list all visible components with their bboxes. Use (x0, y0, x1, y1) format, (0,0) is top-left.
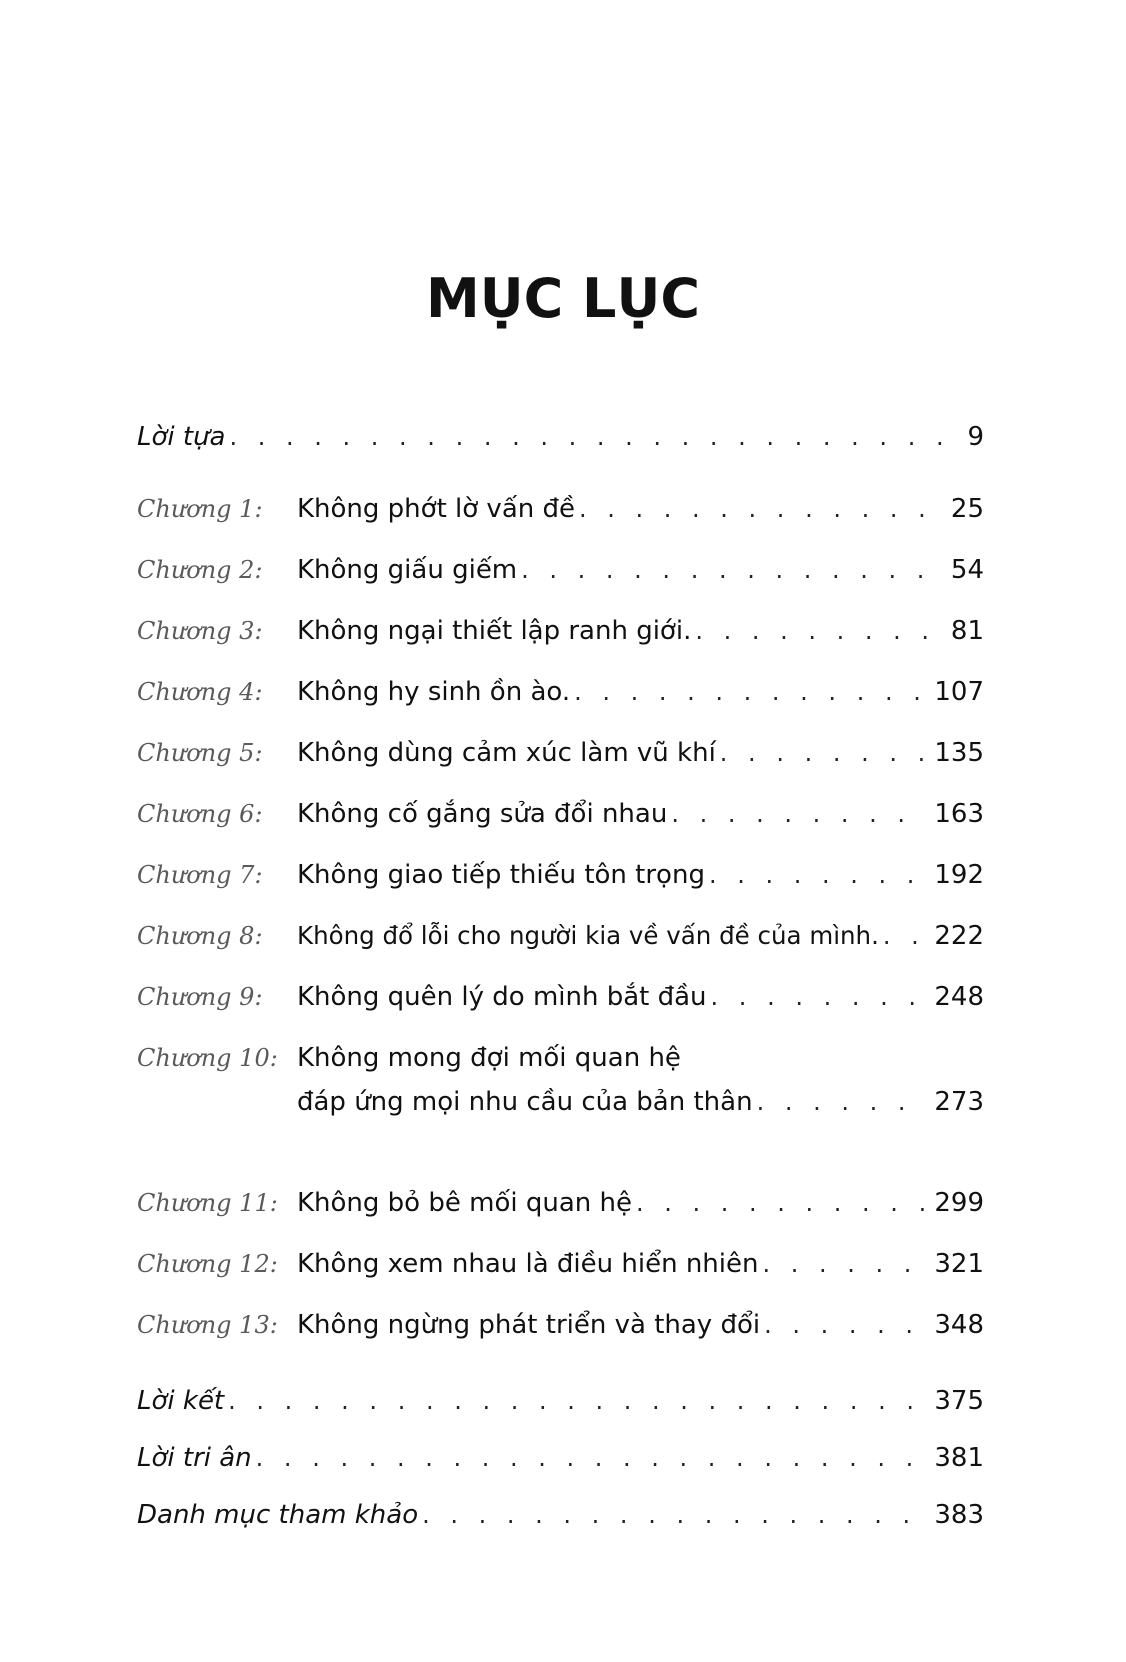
toc-entry-title: Không ngừng phát triển và thay đổi (297, 1310, 761, 1340)
toc-page-number: 248 (934, 982, 984, 1012)
toc-entry-references[interactable] (137, 1495, 984, 1535)
dot-leader (711, 977, 929, 1017)
toc-entry-title: Không ngại thiết lập ranh giới. (297, 616, 692, 646)
toc-page-number: 321 (934, 1249, 984, 1279)
chapter-label: Chương 5: (137, 739, 263, 767)
toc-page-number: 375 (934, 1386, 984, 1416)
toc-entry-afterword[interactable] (137, 1381, 984, 1421)
chapter-label: Chương 9: (137, 983, 263, 1011)
toc-entry-chapter-3[interactable] (137, 611, 984, 651)
toc-entry-title: Không giấu giếm (297, 555, 518, 585)
toc-entry-title-line-1: Không mong đợi mối quan hệ (297, 1043, 681, 1073)
toc-entry-preface[interactable] (137, 417, 984, 457)
toc-entry-chapter-6[interactable] (137, 794, 984, 834)
chapter-label: Chương 10: (137, 1044, 278, 1072)
toc-page-number: 135 (934, 738, 984, 768)
toc-entry-title: Không dùng cảm xúc làm vũ khí (297, 738, 716, 768)
toc-entry-title: Danh mục tham khảo (137, 1500, 419, 1530)
chapter-label: Chương 7: (137, 861, 263, 889)
toc-page-number: 192 (934, 860, 984, 890)
toc-entry-chapter-12[interactable] (137, 1244, 984, 1284)
dot-leader (521, 550, 945, 590)
dot-leader (579, 489, 945, 529)
dot-leader (709, 855, 928, 895)
toc-entry-chapter-10[interactable] (137, 1038, 984, 1126)
dot-leader (757, 1082, 929, 1122)
dot-leader (228, 1381, 928, 1421)
toc-entry-title: Không cố gắng sửa đổi nhau (297, 799, 668, 829)
toc-entry-chapter-2[interactable] (137, 550, 984, 590)
chapter-label: Chương 8: (137, 922, 263, 950)
toc-page-number: 381 (934, 1443, 984, 1473)
dot-leader (671, 794, 928, 834)
chapter-label: Chương 6: (137, 800, 263, 828)
chapter-label: Chương 1: (137, 495, 263, 523)
toc-entry-chapter-4[interactable] (137, 672, 984, 712)
dot-leader (574, 672, 928, 712)
toc-entry-chapter-1[interactable] (137, 489, 984, 529)
dot-leader (883, 916, 929, 956)
dot-leader (695, 611, 945, 651)
chapter-label: Chương 13: (137, 1311, 278, 1339)
toc-page-number: 81 (950, 616, 984, 646)
toc-entry-title-line-2: đáp ứng mọi nhu cầu của bản thân (297, 1087, 753, 1117)
toc-entry-chapter-7[interactable] (137, 855, 984, 895)
toc-page-number: 273 (934, 1087, 984, 1117)
dot-leader (256, 1438, 929, 1478)
chapter-label: Chương 12: (137, 1250, 278, 1278)
page-title: MỤC LỤC (426, 267, 700, 330)
toc-page-number: 107 (934, 677, 984, 707)
toc-page-number: 163 (934, 799, 984, 829)
toc-entry-title: Lời tri ân (137, 1443, 252, 1473)
toc-entry-acknowledgements[interactable] (137, 1438, 984, 1478)
dot-leader (720, 733, 929, 773)
dot-leader (230, 417, 962, 457)
toc-entry-chapter-8[interactable] (137, 916, 984, 956)
toc-page-number: 25 (950, 494, 984, 524)
dot-leader (764, 1305, 928, 1345)
chapter-label: Chương 11: (137, 1189, 278, 1217)
toc-entry-title: Lời kết (137, 1386, 225, 1416)
chapter-label: Chương 4: (137, 678, 263, 706)
dot-leader (636, 1183, 928, 1223)
toc-entry-chapter-11[interactable] (137, 1183, 984, 1223)
dot-leader (422, 1495, 928, 1535)
toc-entry-title: Không quên lý do mình bắt đầu (297, 982, 707, 1012)
toc-page-number: 348 (934, 1310, 984, 1340)
chapter-label: Chương 2: (137, 556, 263, 584)
toc-entry-chapter-13[interactable] (137, 1305, 984, 1345)
toc-page-number: 299 (934, 1188, 984, 1218)
toc-entry-title: Không phớt lờ vấn đề (297, 494, 575, 524)
toc-page-number: 9 (967, 422, 984, 452)
toc-entry-title: Lời tựa (137, 422, 226, 452)
toc-entry-title: Không đổ lỗi cho người kia về vấn đề của mình. (297, 921, 879, 950)
toc-entry-title: Không hy sinh ồn ào. (297, 677, 571, 707)
toc-entry-chapter-9[interactable] (137, 977, 984, 1017)
toc-page-number: 383 (934, 1500, 984, 1530)
toc-entry-title: Không giao tiếp thiếu tôn trọng (297, 860, 705, 890)
dot-leader (762, 1244, 928, 1284)
toc-page-number: 222 (934, 921, 984, 951)
toc-entry-chapter-5[interactable] (137, 733, 984, 773)
toc-entry-title: Không xem nhau là điều hiển nhiên (297, 1249, 759, 1279)
toc-page-number: 54 (950, 555, 984, 585)
toc-entry-title: Không bỏ bê mối quan hệ (297, 1188, 632, 1218)
chapter-label: Chương 3: (137, 617, 263, 645)
